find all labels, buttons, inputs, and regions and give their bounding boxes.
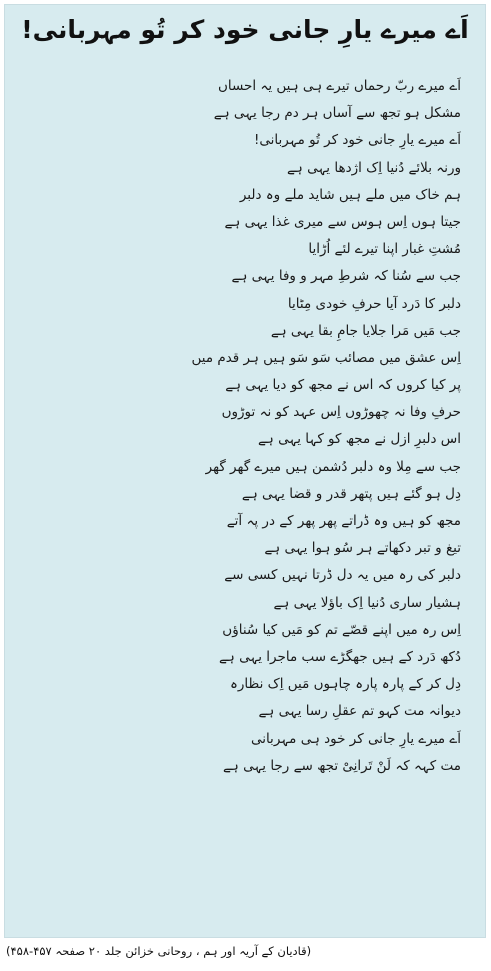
verse-line: ہشیار ساری دُنیا اِک باؤلا یہی ہے xyxy=(273,594,461,611)
verse-line: جیتا ہوں اِس ہوس سے میری غذا یہی ہے xyxy=(224,213,461,230)
verse-line: دلبر کی رہ میں یہ دل ڈرتا نہیں کسی سے xyxy=(224,567,461,584)
verse-line: حرفِ وفا نہ چھوڑوں اِس عہد کو نہ توڑوں xyxy=(221,404,461,421)
verse-line: اس دلبرِ ازل نے مجھ کو کہا یہی ہے xyxy=(257,431,461,448)
verse-line: مُشتِ غبار اپنا تیرے لئے اُڑایا xyxy=(308,241,461,258)
verse-line: پر کیا کروں کہ اس نے مجھ کو دیا یہی ہے xyxy=(225,377,461,394)
verse-line: تیغ و تبر دکھاتے ہر سُو ہوا یہی ہے xyxy=(264,540,461,557)
poem-panel xyxy=(4,4,486,938)
poem-title: اَے میرے یارِ جانی خود کر تُو مہربانی! xyxy=(21,15,469,44)
verse-line: دیوانہ مت کہو تم عقلِ رسا یہی ہے xyxy=(258,703,461,720)
verse-line: مشکل ہو تجھ سے آساں ہر دم رجا یہی ہے xyxy=(213,105,461,122)
source-citation: (قادیان کے آریہ اور ہم ، روحانی خزائن جلد ۲۰ صفحہ ۴۵۷-۴۵۸) xyxy=(6,944,312,958)
verse-line: دِل کر کے پارہ پارہ چاہوں مَیں اِک نظارہ xyxy=(229,676,461,693)
verse-line: جب مَیں مَرا جلایا جامِ بقا یہی ہے xyxy=(270,322,461,339)
verse-line: اِس عشق میں مصائب سَو سَو ہیں ہر قدم میں xyxy=(191,349,461,366)
verse-line: جب سے مِلا وہ دلبر دُشمن ہیں میرے گھر گھر xyxy=(205,458,461,475)
verse-list xyxy=(29,73,461,780)
verse-line: دِل ہو گئے ہیں پتھر قدر و قضا یہی ہے xyxy=(241,485,461,502)
verse-line: دلبر کا دَرد آیا حرفِ خودی مِٹایا xyxy=(287,295,461,312)
verse-line: دُکھ دَرد کے ہیں جھگڑے سب ماجرا یہی ہے xyxy=(218,648,461,665)
verse-line: مت کہہ کہ لَنْ تَرانِیْ تجھ سے رجا یہی ہے xyxy=(223,757,461,774)
verse-line: اَے میرے یارِ جانی کر خود ہی مہربانی xyxy=(250,730,461,747)
verse-line: اَے میرے یارِ جانی خود کر تُو مہربانی! xyxy=(253,132,461,149)
verse-line: اِس رہ میں اپنے قصّے تم کو مَیں کیا سُناؤں xyxy=(222,621,461,638)
verse-line: جب سے سُنا کہ شرطِ مہر و وفا یہی ہے xyxy=(231,268,461,285)
verse-line: اَے میرے ربّ رحماں تیرے ہی ہیں یہ احساں xyxy=(217,78,461,94)
verse-line: مجھ کو ہیں وہ ڈراتے پھر پھر کے در پہ آتے xyxy=(226,513,461,529)
verse-line: ہم خاک میں ملے ہیں شاید ملے وہ دلبر xyxy=(239,186,461,203)
verse-line: ورنہ بلائے دُنیا اِک اژدھا یہی ہے xyxy=(287,159,461,176)
